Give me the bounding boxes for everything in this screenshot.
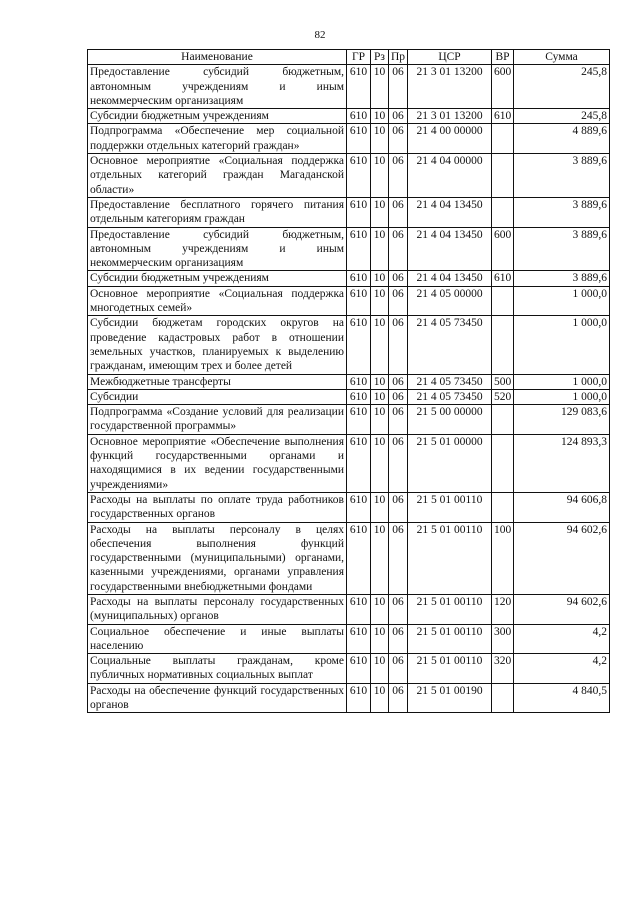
cell-rz: 10	[371, 405, 389, 435]
cell-rz: 10	[371, 227, 389, 271]
cell-vr	[492, 316, 514, 374]
cell-name: Субсидии бюджетам городских округов на проведение кадастровых работ в отношении земельных участков, планируемых к выделению гражданам, имеющим трех и более детей	[88, 316, 347, 374]
cell-rz: 10	[371, 683, 389, 713]
cell-rz: 10	[371, 109, 389, 124]
cell-vr	[492, 286, 514, 316]
header-vr: ВР	[492, 50, 514, 65]
cell-pr: 06	[389, 65, 408, 109]
cell-sum: 3 889,6	[514, 154, 610, 198]
cell-sum: 245,8	[514, 65, 610, 109]
cell-vr	[492, 124, 514, 154]
cell-sum: 1 000,0	[514, 374, 610, 389]
cell-csr: 21 4 00 00000	[408, 124, 492, 154]
cell-csr: 21 5 01 00000	[408, 434, 492, 492]
cell-sum: 129 083,6	[514, 405, 610, 435]
cell-sum: 3 889,6	[514, 271, 610, 286]
cell-pr: 06	[389, 405, 408, 435]
budget-table	[87, 49, 610, 713]
cell-sum: 4 889,6	[514, 124, 610, 154]
cell-gr: 610	[347, 109, 371, 124]
cell-rz: 10	[371, 434, 389, 492]
table-row	[88, 227, 610, 271]
cell-pr: 06	[389, 594, 408, 624]
table-row	[88, 434, 610, 492]
cell-pr: 06	[389, 374, 408, 389]
table-row	[88, 124, 610, 154]
cell-gr: 610	[347, 154, 371, 198]
cell-rz: 10	[371, 197, 389, 227]
cell-gr: 610	[347, 389, 371, 404]
cell-gr: 610	[347, 124, 371, 154]
cell-name: Предоставление субсидий бюджетным, автономным учреждениям и иным некоммерческим организациям	[88, 65, 347, 109]
cell-csr: 21 4 04 13450	[408, 227, 492, 271]
cell-pr: 06	[389, 316, 408, 374]
cell-rz: 10	[371, 286, 389, 316]
cell-vr	[492, 492, 514, 522]
cell-vr	[492, 197, 514, 227]
cell-csr: 21 5 01 00110	[408, 594, 492, 624]
table-row	[88, 624, 610, 654]
header-gr: ГР	[347, 50, 371, 65]
cell-pr: 06	[389, 389, 408, 404]
cell-pr: 06	[389, 227, 408, 271]
cell-sum: 1 000,0	[514, 316, 610, 374]
cell-pr: 06	[389, 434, 408, 492]
cell-pr: 06	[389, 624, 408, 654]
cell-rz: 10	[371, 522, 389, 594]
cell-name: Межбюджетные трансферты	[88, 374, 347, 389]
cell-vr	[492, 434, 514, 492]
cell-rz: 10	[371, 65, 389, 109]
cell-sum: 124 893,3	[514, 434, 610, 492]
cell-rz: 10	[371, 624, 389, 654]
cell-vr: 520	[492, 389, 514, 404]
cell-pr: 06	[389, 109, 408, 124]
table-row	[88, 683, 610, 713]
table-row	[88, 197, 610, 227]
cell-csr: 21 4 05 73450	[408, 389, 492, 404]
cell-rz: 10	[371, 492, 389, 522]
cell-name: Подпрограмма «Создание условий для реализации государственной программы»	[88, 405, 347, 435]
cell-csr: 21 4 04 13450	[408, 271, 492, 286]
cell-rz: 10	[371, 654, 389, 684]
cell-csr: 21 5 00 00000	[408, 405, 492, 435]
cell-sum: 94 602,6	[514, 594, 610, 624]
cell-vr: 500	[492, 374, 514, 389]
cell-gr: 610	[347, 374, 371, 389]
cell-gr: 610	[347, 405, 371, 435]
cell-rz: 10	[371, 124, 389, 154]
table-row	[88, 389, 610, 404]
cell-sum: 245,8	[514, 109, 610, 124]
cell-csr: 21 4 04 13450	[408, 197, 492, 227]
cell-vr: 610	[492, 109, 514, 124]
table-row	[88, 594, 610, 624]
cell-rz: 10	[371, 374, 389, 389]
cell-csr: 21 5 01 00110	[408, 624, 492, 654]
cell-pr: 06	[389, 271, 408, 286]
cell-vr	[492, 683, 514, 713]
cell-name: Субсидии	[88, 389, 347, 404]
cell-vr: 120	[492, 594, 514, 624]
table-row	[88, 109, 610, 124]
table-row	[88, 492, 610, 522]
header-pr: Пр	[389, 50, 408, 65]
cell-sum: 4 840,5	[514, 683, 610, 713]
cell-name: Предоставление субсидий бюджетным, автономным учреждениям и иным некоммерческим организациям	[88, 227, 347, 271]
header-name: Наименование	[88, 50, 347, 65]
cell-gr: 610	[347, 316, 371, 374]
table-row	[88, 316, 610, 374]
table-row	[88, 65, 610, 109]
cell-name: Подпрограмма «Обеспечение мер социальной поддержки отдельных категорий граждан»	[88, 124, 347, 154]
cell-gr: 610	[347, 227, 371, 271]
cell-pr: 06	[389, 654, 408, 684]
cell-rz: 10	[371, 594, 389, 624]
cell-csr: 21 4 05 73450	[408, 316, 492, 374]
cell-gr: 610	[347, 197, 371, 227]
cell-pr: 06	[389, 522, 408, 594]
cell-csr: 21 3 01 13200	[408, 109, 492, 124]
cell-sum: 3 889,6	[514, 197, 610, 227]
cell-name: Основное мероприятие «Социальная поддержка отдельных категорий граждан Магаданской области»	[88, 154, 347, 198]
cell-pr: 06	[389, 197, 408, 227]
cell-name: Расходы на выплаты персоналу государственных (муниципальных) органов	[88, 594, 347, 624]
header-sum: Сумма	[514, 50, 610, 65]
cell-sum: 3 889,6	[514, 227, 610, 271]
cell-gr: 610	[347, 271, 371, 286]
cell-vr: 320	[492, 654, 514, 684]
table-row	[88, 405, 610, 435]
cell-vr: 610	[492, 271, 514, 286]
cell-pr: 06	[389, 124, 408, 154]
cell-csr: 21 4 05 73450	[408, 374, 492, 389]
cell-csr: 21 4 05 00000	[408, 286, 492, 316]
cell-csr: 21 3 01 13200	[408, 65, 492, 109]
cell-vr	[492, 154, 514, 198]
cell-vr: 600	[492, 65, 514, 109]
cell-rz: 10	[371, 271, 389, 286]
table-row	[88, 654, 610, 684]
cell-csr: 21 5 01 00110	[408, 654, 492, 684]
cell-gr: 610	[347, 654, 371, 684]
cell-gr: 610	[347, 492, 371, 522]
cell-name: Расходы на выплаты по оплате труда работников государственных органов	[88, 492, 347, 522]
cell-gr: 610	[347, 594, 371, 624]
table-row	[88, 374, 610, 389]
cell-sum: 1 000,0	[514, 389, 610, 404]
cell-pr: 06	[389, 492, 408, 522]
cell-vr: 300	[492, 624, 514, 654]
cell-gr: 610	[347, 286, 371, 316]
cell-sum: 1 000,0	[514, 286, 610, 316]
cell-gr: 610	[347, 434, 371, 492]
cell-vr: 100	[492, 522, 514, 594]
cell-gr: 610	[347, 522, 371, 594]
cell-gr: 610	[347, 624, 371, 654]
table-row	[88, 154, 610, 198]
cell-vr	[492, 405, 514, 435]
cell-pr: 06	[389, 154, 408, 198]
cell-name: Субсидии бюджетным учреждениям	[88, 271, 347, 286]
cell-csr: 21 5 01 00110	[408, 492, 492, 522]
cell-name: Социальное обеспечение и иные выплаты населению	[88, 624, 347, 654]
cell-gr: 610	[347, 65, 371, 109]
header-row	[88, 50, 610, 65]
cell-rz: 10	[371, 389, 389, 404]
cell-csr: 21 5 01 00190	[408, 683, 492, 713]
table-row	[88, 286, 610, 316]
header-rz: Рз	[371, 50, 389, 65]
header-csr: ЦСР	[408, 50, 492, 65]
cell-name: Основное мероприятие «Социальная поддержка многодетных семей»	[88, 286, 347, 316]
cell-name: Социальные выплаты гражданам, кроме публичных нормативных социальных выплат	[88, 654, 347, 684]
cell-name: Расходы на обеспечение функций государственных органов	[88, 683, 347, 713]
cell-name: Основное мероприятие «Обеспечение выполнения функций государственными органами и находящимися в их ведении государственными учреждениями»	[88, 434, 347, 492]
cell-name: Расходы на выплаты персоналу в целях обеспечения выполнения функций государственными (муниципальными) органами, казенными учреждениями, органами управления государственными внебюджетными фондами	[88, 522, 347, 594]
cell-rz: 10	[371, 316, 389, 374]
cell-sum: 94 606,8	[514, 492, 610, 522]
table-row	[88, 271, 610, 286]
cell-csr: 21 4 04 00000	[408, 154, 492, 198]
cell-vr: 600	[492, 227, 514, 271]
page-number: 82	[314, 29, 326, 41]
table-row	[88, 522, 610, 594]
cell-sum: 94 602,6	[514, 522, 610, 594]
cell-sum: 4,2	[514, 654, 610, 684]
cell-csr: 21 5 01 00110	[408, 522, 492, 594]
cell-pr: 06	[389, 683, 408, 713]
cell-pr: 06	[389, 286, 408, 316]
cell-name: Субсидии бюджетным учреждениям	[88, 109, 347, 124]
cell-sum: 4,2	[514, 624, 610, 654]
cell-gr: 610	[347, 683, 371, 713]
cell-rz: 10	[371, 154, 389, 198]
cell-name: Предоставление бесплатного горячего питания отдельным категориям граждан	[88, 197, 347, 227]
